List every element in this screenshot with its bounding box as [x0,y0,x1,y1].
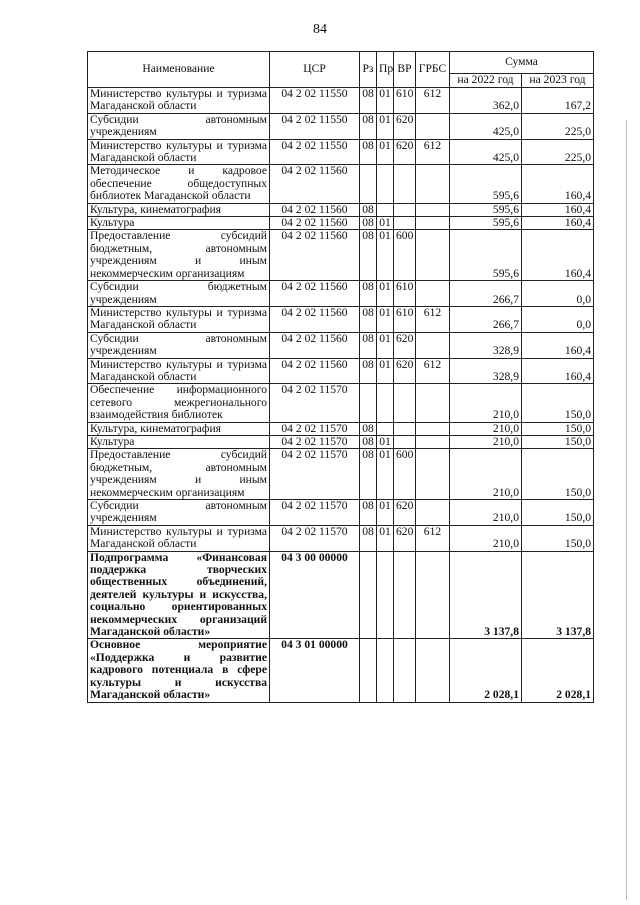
row-sum-2023: 160,4 [522,203,594,216]
row-grbs [416,551,450,639]
row-name: Субсидии автономным учреждениям [88,113,270,139]
row-pr [377,165,394,203]
row-sum-2023: 150,0 [522,449,594,500]
row-csr: 04 2 02 11560 [270,281,360,307]
row-grbs [416,384,450,422]
row-sum-2022: 210,0 [450,449,522,500]
row-sum-2022: 595,6 [450,165,522,203]
row-sum-2023: 3 137,8 [522,551,594,639]
header-vr: ВР [394,52,416,88]
row-csr: 04 2 02 11560 [270,203,360,216]
row-grbs [416,165,450,203]
row-pr: 01 [377,435,394,448]
row-vr: 620 [394,113,416,139]
row-csr: 04 2 02 11570 [270,435,360,448]
row-sum-2023: 225,0 [522,139,594,165]
row-vr: 600 [394,230,416,281]
row-sum-2022: 210,0 [450,525,522,551]
table-row [88,551,594,639]
row-vr: 610 [394,281,416,307]
row-pr: 01 [377,525,394,551]
row-sum-2023: 160,4 [522,165,594,203]
row-sum-2022: 595,6 [450,203,522,216]
row-grbs: 612 [416,88,450,114]
row-rz: 08 [360,306,377,332]
row-grbs [416,113,450,139]
table-row [88,281,594,307]
row-pr: 01 [377,449,394,500]
row-grbs [416,435,450,448]
row-sum-2023: 150,0 [522,422,594,435]
row-sum-2022: 3 137,8 [450,551,522,639]
row-csr: 04 2 02 11560 [270,358,360,384]
row-rz: 08 [360,332,377,358]
row-pr [377,422,394,435]
table-row [88,165,594,203]
row-name: Субсидии автономным учреждениям [88,500,270,526]
row-csr: 04 2 02 11560 [270,230,360,281]
row-csr: 04 3 00 00000 [270,551,360,639]
page-number: 84 [313,22,327,37]
row-sum-2022: 266,7 [450,281,522,307]
row-name: Культура, кинематография [88,422,270,435]
row-name: Основное мероприятие «Поддержка и развитие кадрового потенциала в сфере культуры и искусства Магаданской области» [88,639,270,702]
row-pr [377,551,394,639]
row-vr: 620 [394,139,416,165]
row-name: Министерство культуры и туризма Магаданской области [88,525,270,551]
row-sum-2022: 210,0 [450,384,522,422]
row-csr: 04 2 02 11560 [270,332,360,358]
scan-edge-line [626,120,627,900]
table-row [88,358,594,384]
row-sum-2023: 160,4 [522,217,594,230]
row-rz: 08 [360,281,377,307]
row-name: Методическое и кадровое обеспечение общедоступных библиотек Магаданской области [88,165,270,203]
row-pr: 01 [377,230,394,281]
row-name: Культура, кинематография [88,203,270,216]
row-csr: 04 2 02 11570 [270,422,360,435]
table-row [88,422,594,435]
row-name: Субсидии автономным учреждениям [88,332,270,358]
row-pr: 01 [377,88,394,114]
row-sum-2022: 2 028,1 [450,639,522,702]
row-sum-2022: 266,7 [450,306,522,332]
row-sum-2023: 225,0 [522,113,594,139]
row-sum-2022: 210,0 [450,435,522,448]
row-sum-2022: 210,0 [450,500,522,526]
table-row [88,435,594,448]
row-grbs [416,230,450,281]
row-rz: 08 [360,88,377,114]
row-rz: 08 [360,525,377,551]
row-rz: 08 [360,203,377,216]
header-csr: ЦСР [270,52,360,88]
budget-table [87,51,594,703]
header-sum: Сумма [450,52,594,74]
row-csr: 04 3 01 00000 [270,639,360,702]
row-rz: 08 [360,435,377,448]
row-grbs: 612 [416,139,450,165]
row-csr: 04 2 02 11570 [270,384,360,422]
table-row [88,203,594,216]
row-vr [394,422,416,435]
row-rz: 08 [360,449,377,500]
header-pr: Пр [377,52,394,88]
row-pr: 01 [377,281,394,307]
row-sum-2022: 425,0 [450,113,522,139]
row-vr: 620 [394,500,416,526]
row-sum-2023: 150,0 [522,435,594,448]
table-row [88,306,594,332]
table-row [88,384,594,422]
header-name: Наименование [88,52,270,88]
row-vr [394,435,416,448]
row-vr: 620 [394,358,416,384]
row-sum-2023: 0,0 [522,281,594,307]
row-sum-2023: 160,4 [522,230,594,281]
row-sum-2023: 150,0 [522,384,594,422]
row-csr: 04 2 02 11550 [270,88,360,114]
row-pr [377,639,394,702]
table-row [88,139,594,165]
row-name: Культура [88,435,270,448]
row-grbs [416,500,450,526]
row-grbs [416,332,450,358]
row-vr: 600 [394,449,416,500]
row-vr: 620 [394,525,416,551]
row-sum-2022: 328,9 [450,332,522,358]
row-csr: 04 2 02 11560 [270,165,360,203]
row-sum-2023: 2 028,1 [522,639,594,702]
row-rz [360,384,377,422]
table-row [88,230,594,281]
row-grbs [416,217,450,230]
header-year-2022: на 2022 год [450,74,522,88]
row-name: Министерство культуры и туризма Магаданской области [88,139,270,165]
row-name: Министерство культуры и туризма Магаданской области [88,88,270,114]
row-vr [394,551,416,639]
row-vr: 610 [394,306,416,332]
table-body [88,88,594,703]
row-pr: 01 [377,139,394,165]
row-sum-2022: 425,0 [450,139,522,165]
table-row [88,500,594,526]
row-pr: 01 [377,306,394,332]
row-rz [360,165,377,203]
row-pr: 01 [377,113,394,139]
row-rz [360,639,377,702]
row-vr: 610 [394,88,416,114]
row-sum-2023: 150,0 [522,525,594,551]
row-vr [394,203,416,216]
row-grbs: 612 [416,358,450,384]
table-row [88,639,594,702]
header-year-2023: на 2023 год [522,74,594,88]
row-rz: 08 [360,500,377,526]
row-vr [394,165,416,203]
row-csr: 04 2 02 11560 [270,306,360,332]
row-name: Предоставление субсидий бюджетным, автономным учреждениям и иным некоммерческим организациям [88,230,270,281]
row-csr: 04 2 02 11570 [270,449,360,500]
row-name: Предоставление субсидий бюджетным, автономным учреждениям и иным некоммерческим организациям [88,449,270,500]
row-csr: 04 2 02 11570 [270,500,360,526]
row-rz: 08 [360,217,377,230]
row-rz: 08 [360,230,377,281]
row-name: Культура [88,217,270,230]
row-csr: 04 2 02 11560 [270,217,360,230]
row-rz: 08 [360,422,377,435]
row-sum-2023: 160,4 [522,332,594,358]
row-name: Министерство культуры и туризма Магаданской области [88,358,270,384]
header-grbs: ГРБС [416,52,450,88]
row-csr: 04 2 02 11550 [270,139,360,165]
row-csr: 04 2 02 11570 [270,525,360,551]
row-grbs [416,281,450,307]
row-sum-2022: 595,6 [450,230,522,281]
row-sum-2023: 160,4 [522,358,594,384]
row-vr [394,639,416,702]
row-name: Министерство культуры и туризма Магаданской области [88,306,270,332]
row-rz: 08 [360,139,377,165]
row-rz: 08 [360,358,377,384]
row-pr [377,203,394,216]
row-pr [377,384,394,422]
row-grbs [416,203,450,216]
row-sum-2023: 0,0 [522,306,594,332]
row-pr: 01 [377,217,394,230]
table-row [88,449,594,500]
row-sum-2022: 362,0 [450,88,522,114]
row-vr [394,384,416,422]
table-row [88,217,594,230]
table-row [88,88,594,114]
row-rz [360,551,377,639]
row-sum-2023: 150,0 [522,500,594,526]
row-grbs: 612 [416,306,450,332]
table-row [88,332,594,358]
row-grbs: 612 [416,525,450,551]
row-sum-2022: 328,9 [450,358,522,384]
row-grbs [416,449,450,500]
row-sum-2023: 167,2 [522,88,594,114]
header-rz: Рз [360,52,377,88]
row-sum-2022: 595,6 [450,217,522,230]
row-sum-2022: 210,0 [450,422,522,435]
row-grbs [416,422,450,435]
table-row [88,113,594,139]
row-name: Обеспечение информационного сетевого межрегионального взаимодействия библиотек [88,384,270,422]
row-name: Подпрограмма «Финансовая поддержка творческих общественных объединений, деятелей культуры и искусства, социально ориентированных некоммерческих организаций Магаданской области» [88,551,270,639]
table-row [88,525,594,551]
row-vr [394,217,416,230]
row-pr: 01 [377,332,394,358]
row-vr: 620 [394,332,416,358]
row-rz: 08 [360,113,377,139]
row-pr: 01 [377,358,394,384]
row-name: Субсидии бюджетным учреждениям [88,281,270,307]
row-csr: 04 2 02 11550 [270,113,360,139]
row-pr: 01 [377,500,394,526]
row-grbs [416,639,450,702]
